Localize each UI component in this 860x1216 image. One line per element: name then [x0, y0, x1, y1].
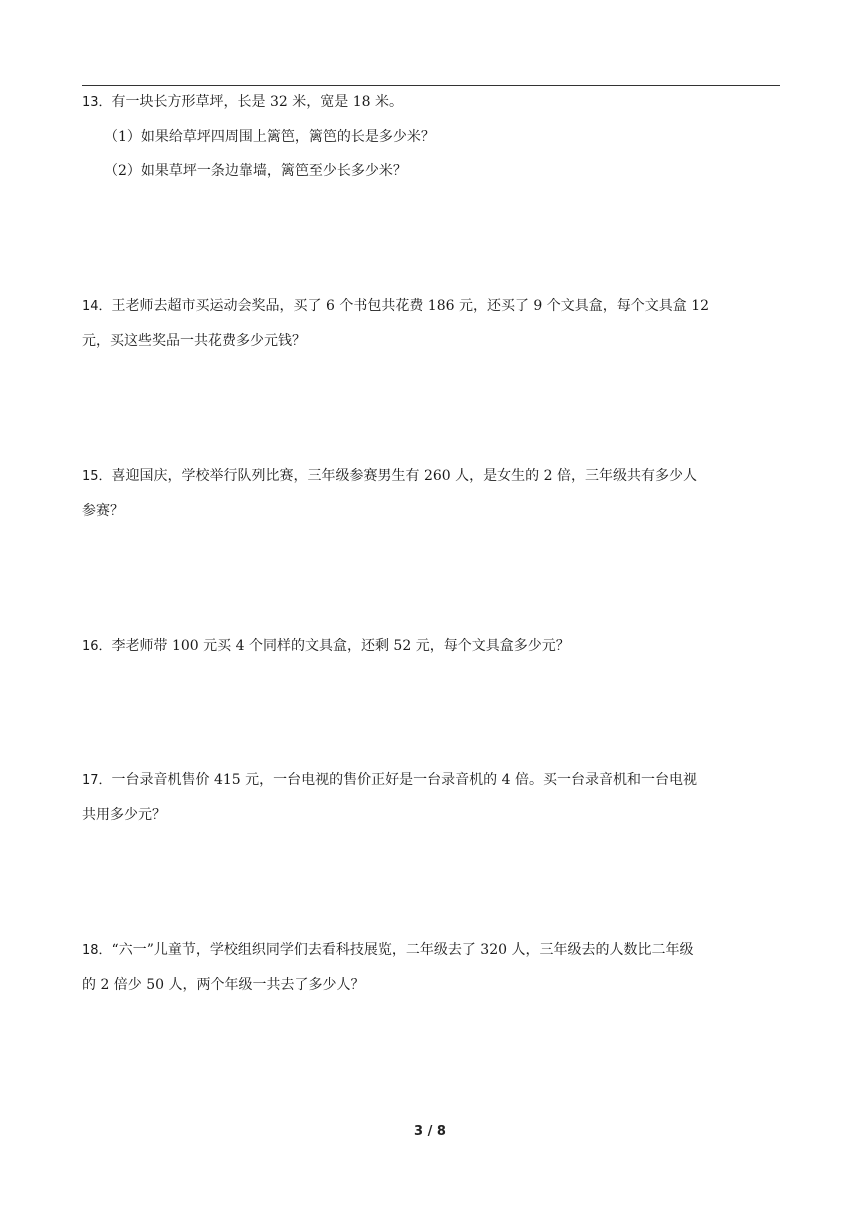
- question-18-line-2: 的 2 倍少 50 人，两个年级一共去了多少人？: [82, 977, 365, 993]
- question-16: [82, 629, 772, 664]
- question-text: 有一块长方形草坪，长是 32 米，宽是 18 米。: [111, 94, 403, 110]
- question-number: 15．: [82, 469, 112, 484]
- question-13-sub-1: （1）如果给草坪四周围上篱笆，篱笆的长是多少米？: [104, 129, 435, 145]
- question-number: 14．: [82, 299, 112, 314]
- question-text: 一台录音机售价 415 元，一台电视的售价正好是一台录音机的 4 倍。买一台录音机和一台电视: [111, 772, 697, 788]
- question-13-sub-2: （2）如果草坪一条边靠墙，篱笆至少长多少米？: [104, 163, 407, 179]
- question-15-line-1: [82, 459, 772, 494]
- question-13-line-1: [82, 85, 772, 120]
- question-17-line-2: 共用多少元？: [82, 807, 166, 823]
- question-text: 王老师去超市买运动会奖品，买了 6 个书包共花费 186 元，还买了 9 个文具盒，每个文具盒 12: [111, 298, 710, 314]
- question-18-line-1: [82, 933, 772, 968]
- question-18: [82, 933, 772, 1002]
- question-number: 18．: [82, 943, 112, 958]
- question-number: 13．: [82, 95, 112, 110]
- question-15-line-2: 参赛？: [82, 503, 124, 519]
- page-indicator: 3 / 8: [414, 1124, 446, 1139]
- question-15: [82, 459, 772, 528]
- question-text: “六一”儿童节，学校组织同学们去看科技展览，二年级去了 320 人，三年级去的人数比二年级: [111, 942, 694, 958]
- question-14-line-2: 元，买这些奖品一共花费多少元钱？: [82, 333, 306, 349]
- question-text: 喜迎国庆，学校举行队列比赛，三年级参赛男生有 260 人，是女生的 2 倍，三年级共有多少人: [111, 468, 697, 484]
- question-14: [82, 289, 772, 358]
- question-16-line-1: [82, 629, 772, 664]
- question-17-line-1: [82, 763, 772, 798]
- question-17: [82, 763, 772, 832]
- question-number: 16．: [82, 639, 112, 654]
- question-number: 17．: [82, 773, 112, 788]
- question-14-line-1: [82, 289, 772, 324]
- question-text: 李老师带 100 元买 4 个同样的文具盒，还剩 52 元，每个文具盒多少元？: [111, 638, 570, 654]
- question-13: [82, 85, 772, 120]
